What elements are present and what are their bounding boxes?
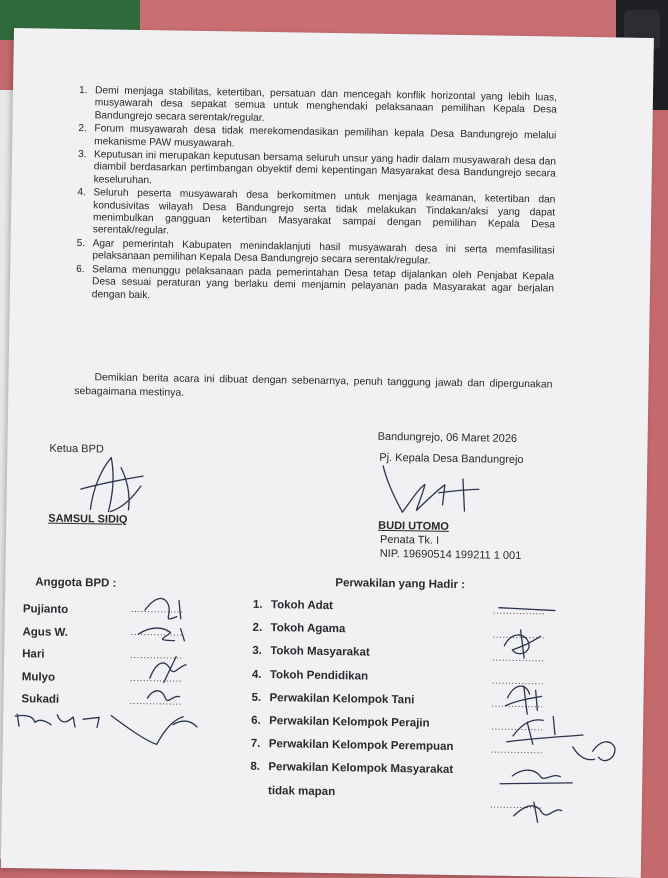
member-name: Agus W. bbox=[22, 625, 68, 639]
members-title: Anggota BPD : bbox=[35, 576, 117, 590]
members-signatures bbox=[103, 586, 215, 748]
signature-dotted-line: ................ bbox=[492, 605, 546, 618]
decision-point: 3. Keputusan ini merupakan keputusan bersama seluruh unsur yang hadir dalam musyawarah desa dan diambil berdasarkan pertimbangan obyektif demi kepentingan Masyarakat desa Bandungrejo secara keseluruhan. bbox=[77, 149, 557, 187]
signature-dotted-line: ................ bbox=[129, 695, 182, 708]
signature-dotted-line: ................ bbox=[490, 744, 544, 757]
reps-title: Perwakilan yang Hadir : bbox=[335, 577, 466, 592]
decision-point: 4. Seluruh peserta musyawarah desa berkomitmen untuk menjaga keamanan, ketertiban dan kondusivitas wilayah Desa Bandungrejo serta tidak melakukan Tindakan/aksi yang dapat menimbulkan gangguan ketertiban Masyarakat sampai dengan pemilihan Kepala Desa serentak/regular. bbox=[77, 187, 556, 237]
rep-item: 4. Tokoh Pendidikan bbox=[251, 668, 369, 683]
decision-point: 2. Forum musyawarah desa tidak merekomendasikan pemilihan kepala Desa Bandungrejo melalui mekanisme PAW musyawarah. bbox=[78, 123, 557, 150]
right-signatory-name: BUDI UTOMO bbox=[378, 519, 449, 533]
member-name: Mulyo bbox=[21, 670, 56, 684]
signature-dotted-line: ................ bbox=[490, 721, 544, 734]
member-name: Hari bbox=[22, 648, 45, 661]
extra-signature bbox=[13, 708, 103, 733]
signature-dotted-line: ................ bbox=[491, 675, 545, 688]
right-signatory-rank: Penata Tk. I bbox=[379, 533, 440, 547]
closing-paragraph: Demikian berita acara ini dibuat dengan sebenarnya, penuh tanggung jawab dan dipergunakan sebagaimana mestinya. bbox=[74, 372, 553, 399]
right-signatory-title: Pj. Kepala Desa Bandungrejo bbox=[379, 451, 524, 467]
signature-dotted-line: ................ bbox=[491, 698, 544, 711]
place-date: Bandungrejo, 06 Maret 2026 bbox=[377, 430, 518, 445]
member-name: Pujianto bbox=[22, 603, 69, 616]
left-signatory-title: Ketua BPD bbox=[49, 442, 104, 456]
rep-item: 1. Tokoh Adat bbox=[252, 598, 334, 613]
rep-item: 5. Perwakilan Kelompok Tani bbox=[251, 691, 415, 707]
decision-points-list bbox=[76, 85, 557, 309]
signature-dotted-line: ................ bbox=[492, 652, 545, 665]
reps-signatures bbox=[482, 605, 635, 827]
decision-point: 6. Selama menunggu pelaksanaan pada pemerintahan Desa tetap dijalankan oleh Penjabat Kepala Desa sesuai peraturan yang berlaku demi menjamin pelayanan pada Masyarakat agar berjalan dengan baik. bbox=[76, 263, 555, 301]
decision-point: 1. Demi menjaga stabilitas, ketertiban, persatuan dan mencegah konflik horizontal yang lebih luas, musyawarah desa sepakat semua untuk menghendaki pelaksanaan pemilihan Kepala Desa Bandungrejo secara serentak/regular. bbox=[78, 85, 558, 124]
right-signature bbox=[378, 458, 489, 520]
left-signatory-name: SAMSUL SIDIQ bbox=[48, 512, 128, 526]
right-signatory-nip: NIP. 19690514 199211 1 001 bbox=[379, 547, 522, 563]
signature-dotted-line: ................ bbox=[130, 649, 183, 662]
signature-dotted-line: ................ bbox=[130, 626, 184, 639]
members-list bbox=[21, 598, 68, 711]
rep-item: tidak mapan bbox=[267, 784, 336, 798]
rep-item: 6. Perwakilan Kelompok Perajin bbox=[251, 714, 430, 730]
rep-item: 2. Tokoh Agama bbox=[252, 622, 346, 636]
signature-dotted-line: ................ bbox=[130, 603, 184, 616]
signature-dotted-line: ................ bbox=[492, 629, 546, 642]
signature-dotted-line: ................ bbox=[489, 799, 543, 812]
rep-item: 3. Tokoh Masyarakat bbox=[252, 645, 370, 660]
rep-item: 8. Perwakilan Kelompok Masyarakat bbox=[250, 761, 454, 777]
decision-point: 5. Agar pemerintah Kabupaten menindaklanjuti hasil musyawarah desa ini serta memfasilitasi pelaksanaan pemilihan Kepala Desa Bandungrejo secara serentak/regular. bbox=[76, 237, 555, 267]
reps-list bbox=[250, 594, 456, 806]
signature-dotted-line: ................ bbox=[129, 672, 183, 685]
member-name: Sukadi bbox=[21, 693, 60, 706]
left-signature bbox=[70, 449, 161, 520]
document-page bbox=[1, 28, 654, 878]
rep-item: 7. Perwakilan Kelompok Perempuan bbox=[250, 738, 454, 754]
